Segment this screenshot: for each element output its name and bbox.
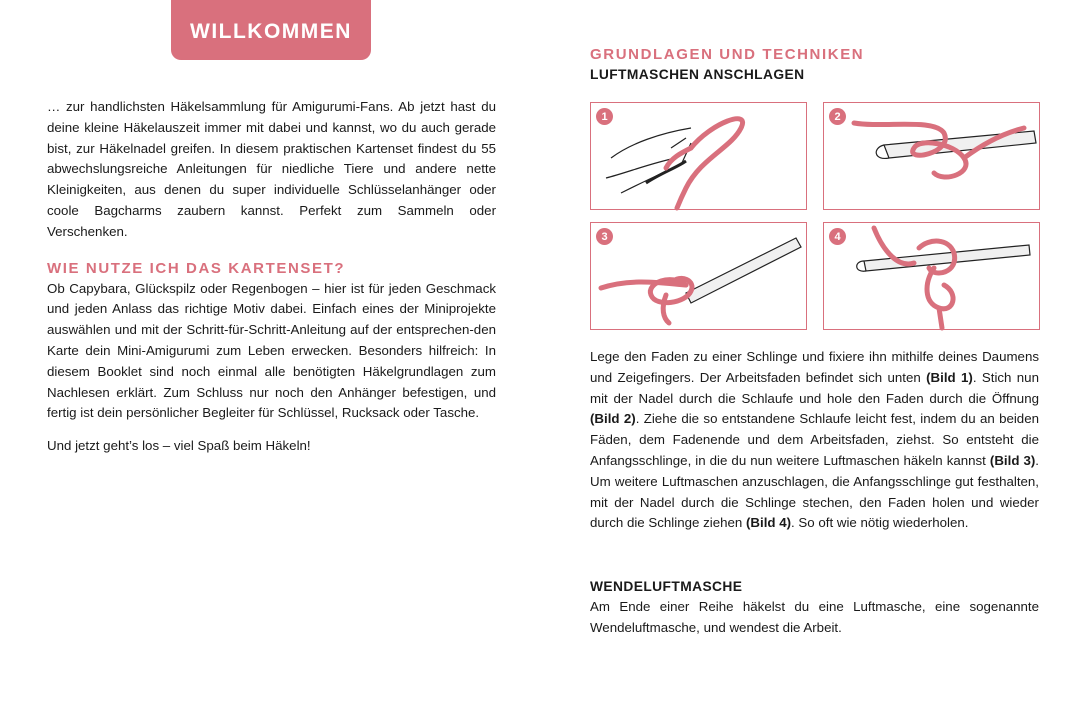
section-tab-title: WILLKOMMEN — [190, 20, 352, 43]
left-column — [47, 97, 496, 457]
figure-2 — [823, 102, 1040, 210]
wende-block — [590, 577, 1039, 639]
figure-4-number: 4 — [829, 228, 846, 245]
figure-3 — [590, 222, 807, 330]
figure-1-drawing — [591, 103, 808, 211]
figure-2-drawing — [824, 103, 1041, 211]
figure-3-number: 3 — [596, 228, 613, 245]
right-column-header — [590, 45, 1039, 85]
illustration-grid — [590, 102, 1040, 332]
wende-heading: WENDELUFTMASCHE — [590, 579, 743, 594]
figure-1-number: 1 — [596, 108, 613, 125]
techniques-heading: GRUNDLAGEN UND TECHNIKEN — [590, 46, 865, 63]
intro-paragraph: … zur handlichsten Häkelsammlung für Amigurumi-Fans. Ab jetzt hast du deine kleine Häkelauszeit immer mit dabei und kannst, wo du auch gerade bist, zur Häkelnadel greifen. In diesem praktischen Kartenset findest du 55 abwechslungsreiche Anleitungen für niedliche Tiere und andere nette Kleinigkeiten, aus denen du super individuelle Schlüsselanhänger oder coole Bagcharms zaubern kannst. Perfekt zum Sammeln oder Verschenken. — [47, 99, 496, 239]
usage-heading: WIE NUTZE ICH DAS KARTENSET? — [47, 259, 346, 277]
figure-4-drawing — [824, 223, 1041, 331]
figure-4 — [823, 222, 1040, 330]
figure-2-number: 2 — [829, 108, 846, 125]
section-tab — [171, 0, 371, 60]
chain-cast-on-subheading: LUFTMASCHEN ANSCHLAGEN — [590, 67, 805, 82]
wende-paragraph: Am Ende einer Reihe häkelst du eine Luftmasche, eine sogenannte Wendeluftmasche, und wendest die Arbeit. — [590, 599, 1039, 635]
figure-1 — [590, 102, 807, 210]
instructions-block — [590, 347, 1039, 534]
instructions-paragraph: Lege den Faden zu einer Schlinge und fixiere ihn mithilfe deines Daumens und Zeigefingers. Der Arbeitsfaden befindet sich unten (Bild 1). Stich nun mit der Nadel durch die Schlaufe und hole den Faden durch die Öffnung (Bild 2). Ziehe die so entstandene Schlaufe leicht fest, indem du an beiden Fäden, dem Fadenende und dem Arbeitsfaden, ziehst. So entsteht die Anfangsschlinge, in die du nun weitere Luftmaschen häkeln kannst (Bild 3). Um weitere Luftmaschen anzuschlagen, die Anfangsschlinge gut festhalten, mit der Nadel durch die Schlinge stechen, den Faden holen und wieder durch die Schlinge ziehen (Bild 4). So oft wie nötig wiederholen. — [590, 349, 1039, 531]
usage-paragraph: Ob Capybara, Glückspilz oder Regenbogen – hier ist für jeden Geschmack und jeden Anlass das richtige Motiv dabei. Einfach eines der Miniprojekte auswählen und mit der Schritt-für-Schritt-Anleitung auf der entsprechen-den Karte dein Mini-Amigurumi zum Leben erwecken. Besonders hilfreich: In diesem Booklet sind noch einmal alle benötigten Häkelgrundlagen zum Nachlesen erklärt. Zum Schluss nur noch den Anhänger befestigen, und fertig ist dein persönlicher Begleiter für Schlüssel, Rucksack oder Tasche. — [47, 280, 496, 421]
figure-3-drawing — [591, 223, 808, 331]
closing-paragraph: Und jetzt geht’s los – viel Spaß beim Häkeln! — [47, 438, 311, 454]
